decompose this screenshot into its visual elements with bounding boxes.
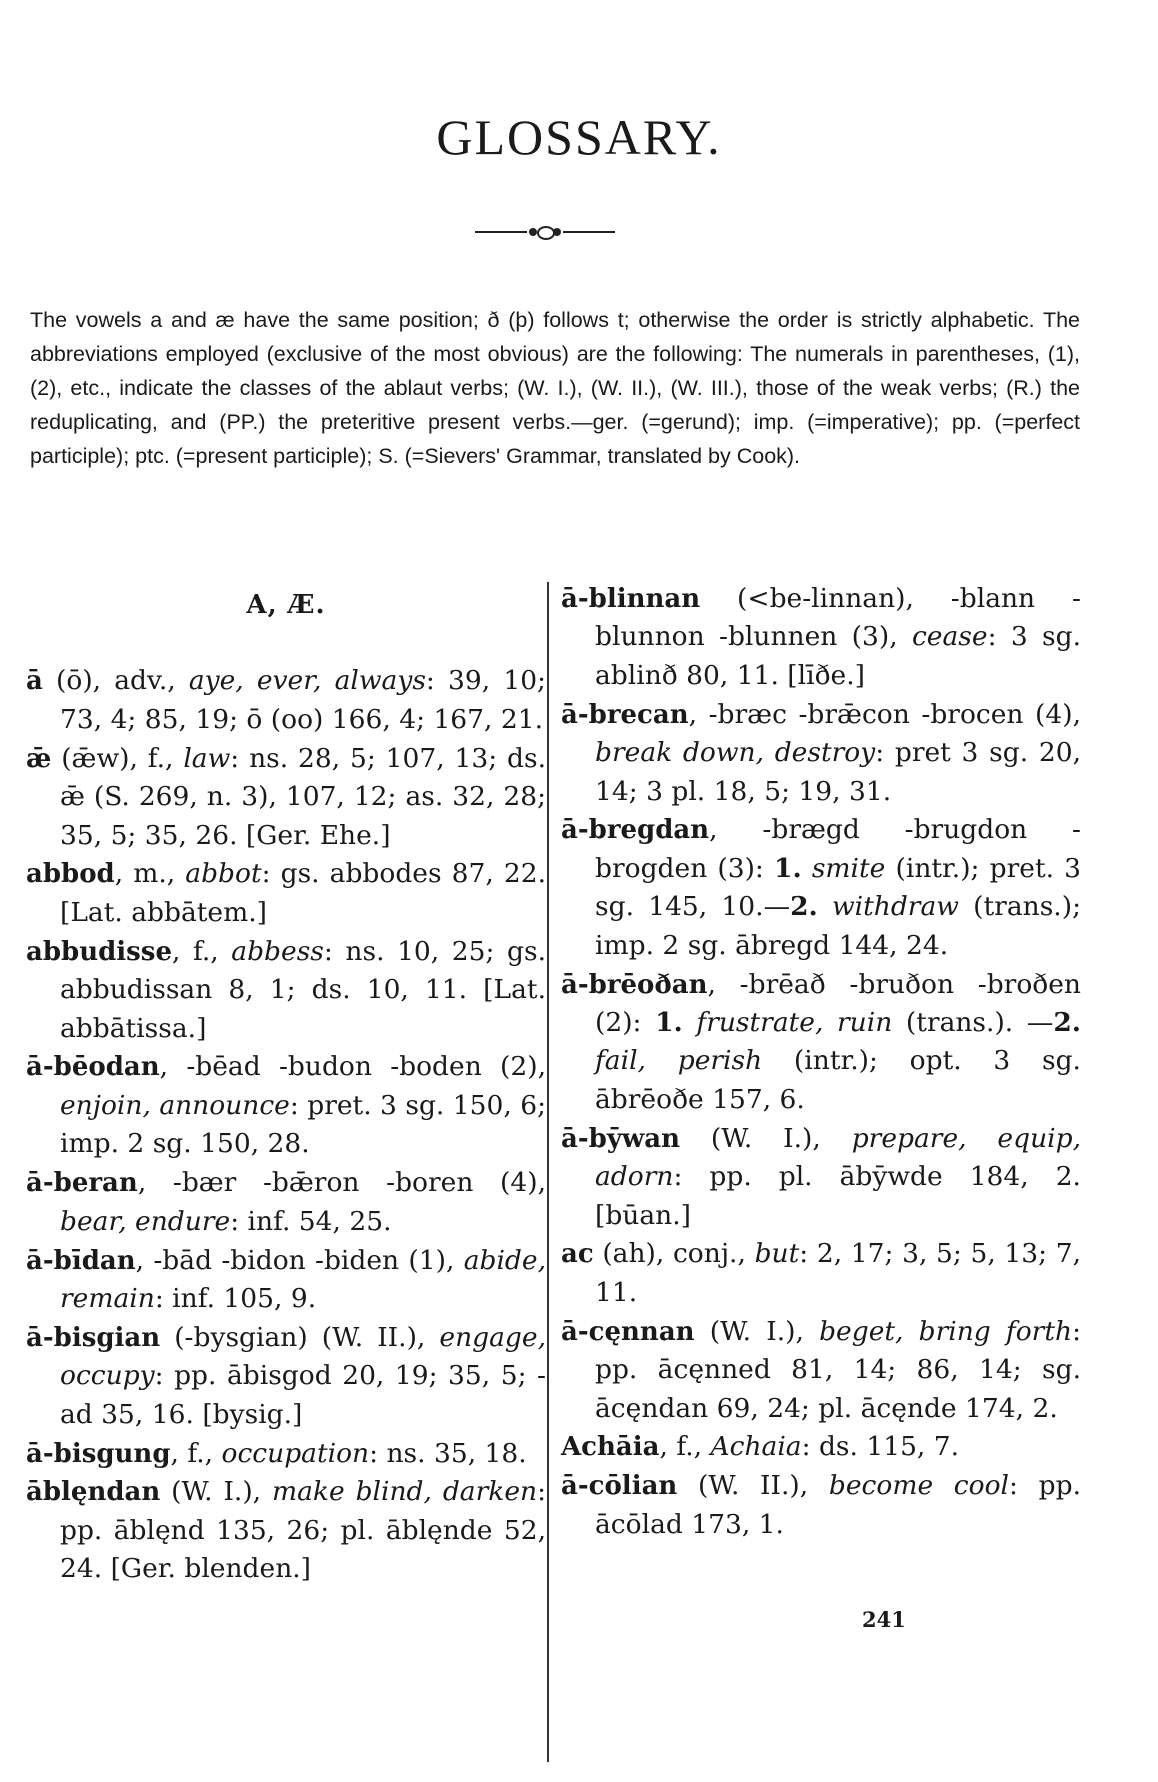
headword: ā-bēodan [26,1052,160,1083]
glossary-entry: āblęndan (W. I.), make blind, darken: pp. āblęnd 135, 26; pl. āblęnde 52, 24. [Ger. blenden.] [26,1476,547,1585]
headword: āblęndan [26,1477,161,1508]
section-heading: A, Æ. [246,590,326,620]
glossary-entry: ā-bregdan, -brægd -brugdon -brogden (3): 1. smite (intr.); pret. 3 sg. 145, 10.—2. withdraw (trans.); imp. 2 sg. ābregd 144, 24. [561,814,1082,961]
headword: ā-bȳwan [561,1123,681,1154]
headword: ā-bregdan [561,815,710,846]
glossary-entry: ā-blinnan (<be-linnan), -blann -blunnon -blunnen (3), cease: 3 sg. ablinð 80, 11. [līðe.] [561,583,1081,691]
glossary-entry: ā-brēoðan, -brēað -bruðon -broðen (2): 1. frustrate, ruin (trans.). —2. fail, perish (intr.); opt. 3 sg. ābrēoðe 157, 6. [561,968,1082,1115]
headword: ā-blinnan [561,584,701,614]
glossary-entry: ā-bisgian (-bysgian) (W. II.), engage, occupy: pp. ābisgod 20, 19; 35, 5; -ad 35, 16. [bysig.] [26,1321,546,1430]
glossary-entry: ā-brecan, -bræc -brǣcon -brocen (4), break down, destroy: pret 3 sg. 20, 14; 3 pl. 18, 5; 19, 31. [561,698,1081,807]
page-number: 241 [862,1607,906,1632]
page-title: GLOSSARY. [436,109,722,165]
headword: ǣ [26,743,52,774]
ornament-divider [475,225,615,239]
headword: ā-bisgung [26,1438,171,1469]
glossary-entry: ā-bēodan, -bēad -budon -boden (2), enjoin, announce: pret. 3 sg. 150, 6; imp. 2 sg. 150, 28. [26,1051,546,1160]
headword: Achāia [561,1432,660,1463]
headword: ā-cęnnan [561,1316,695,1347]
glossary-entry: ā-bisgung, f., occupation: ns. 35, 18. [26,1437,527,1469]
glossary-entry: ā-bȳwan (W. I.), prepare, equip, adorn: pp. pl. ābȳwde 184, 2. [būan.] [561,1122,1081,1231]
glossary-entry: Achāia, f., Achaia: ds. 115, 7. [561,1431,960,1463]
glossary-entry: ǣ (ǣw), f., law: ns. 28, 5; 107, 13; ds. ǣ (S. 269, n. 3), 107, 12; as. 32, 28; 35, 5; 35, 26. [Ger. Ehe.] [26,742,546,851]
headword: ā-bisgian [26,1322,161,1353]
glossary-entry: ā-cęnnan (W. I.), beget, bring forth: pp. ācęnned 81, 14; 86, 14; sg. ācęndan 69, 24; pl. ācęnde 174, 2. [561,1315,1082,1424]
right-column [561,580,1081,1545]
glossary-entry: ac (ah), conj., but: 2, 17; 3, 5; 5, 13; 7, 11. [561,1238,1081,1308]
column-divider [547,582,549,1762]
glossary-entry: abbudisse, f., abbess: ns. 10, 25; gs. abbudissan 8, 1; ds. 10, 11. [Lat. abbātissa.] [26,935,546,1044]
headword: abbod [26,859,115,890]
headword: ā [26,666,43,697]
glossary-entry: ā-cōlian (W. II.), become cool: pp. ācōlad 173, 1. [561,1470,1082,1540]
headword: ā-brēoðan [561,969,708,1000]
glossary-entry: ā-bīdan, -bād -bidon -biden (1), abide, remain: inf. 105, 9. [26,1244,546,1314]
glossary-entry: abbod, m., abbot: gs. abbodes 87, 22. [Lat. abbātem.] [26,858,546,928]
left-column [26,580,546,1589]
headword: ac [561,1239,594,1270]
glossary-entry: ā (ō), adv., aye, ever, always: 39, 10; 73, 4; 85, 19; ō (oo) 166, 4; 167, 21. [26,665,546,735]
headword: ā-brecan [561,699,689,730]
headword: abbudisse [26,936,172,967]
headword: ā-bīdan [26,1245,136,1276]
intro-paragraph: The vowels a and æ have the same position; ð (þ) follows t; otherwise the order is strictly alphabetic. The abbreviations employed (exclusive of the most obvious) are the following: The numerals in parentheses, (1), (2), etc., indicate the classes of the ablaut verbs; (W. I.), (W. II.), (W. III.), those of the weak verbs; (R.) the reduplicating, and (PP.) the preteritive present verbs.—ger. (=gerund); imp. (=imperative); pp. (=perfect participle); ptc. (=present participle); S. (=Sievers' Grammar, translated by Cook). [30,308,1080,468]
headword: ā-beran [26,1168,138,1199]
headword: ā-cōlian [561,1471,678,1502]
glossary-entry: ā-beran, -bær -bǣron -boren (4), bear, endure: inf. 54, 25. [26,1167,546,1237]
